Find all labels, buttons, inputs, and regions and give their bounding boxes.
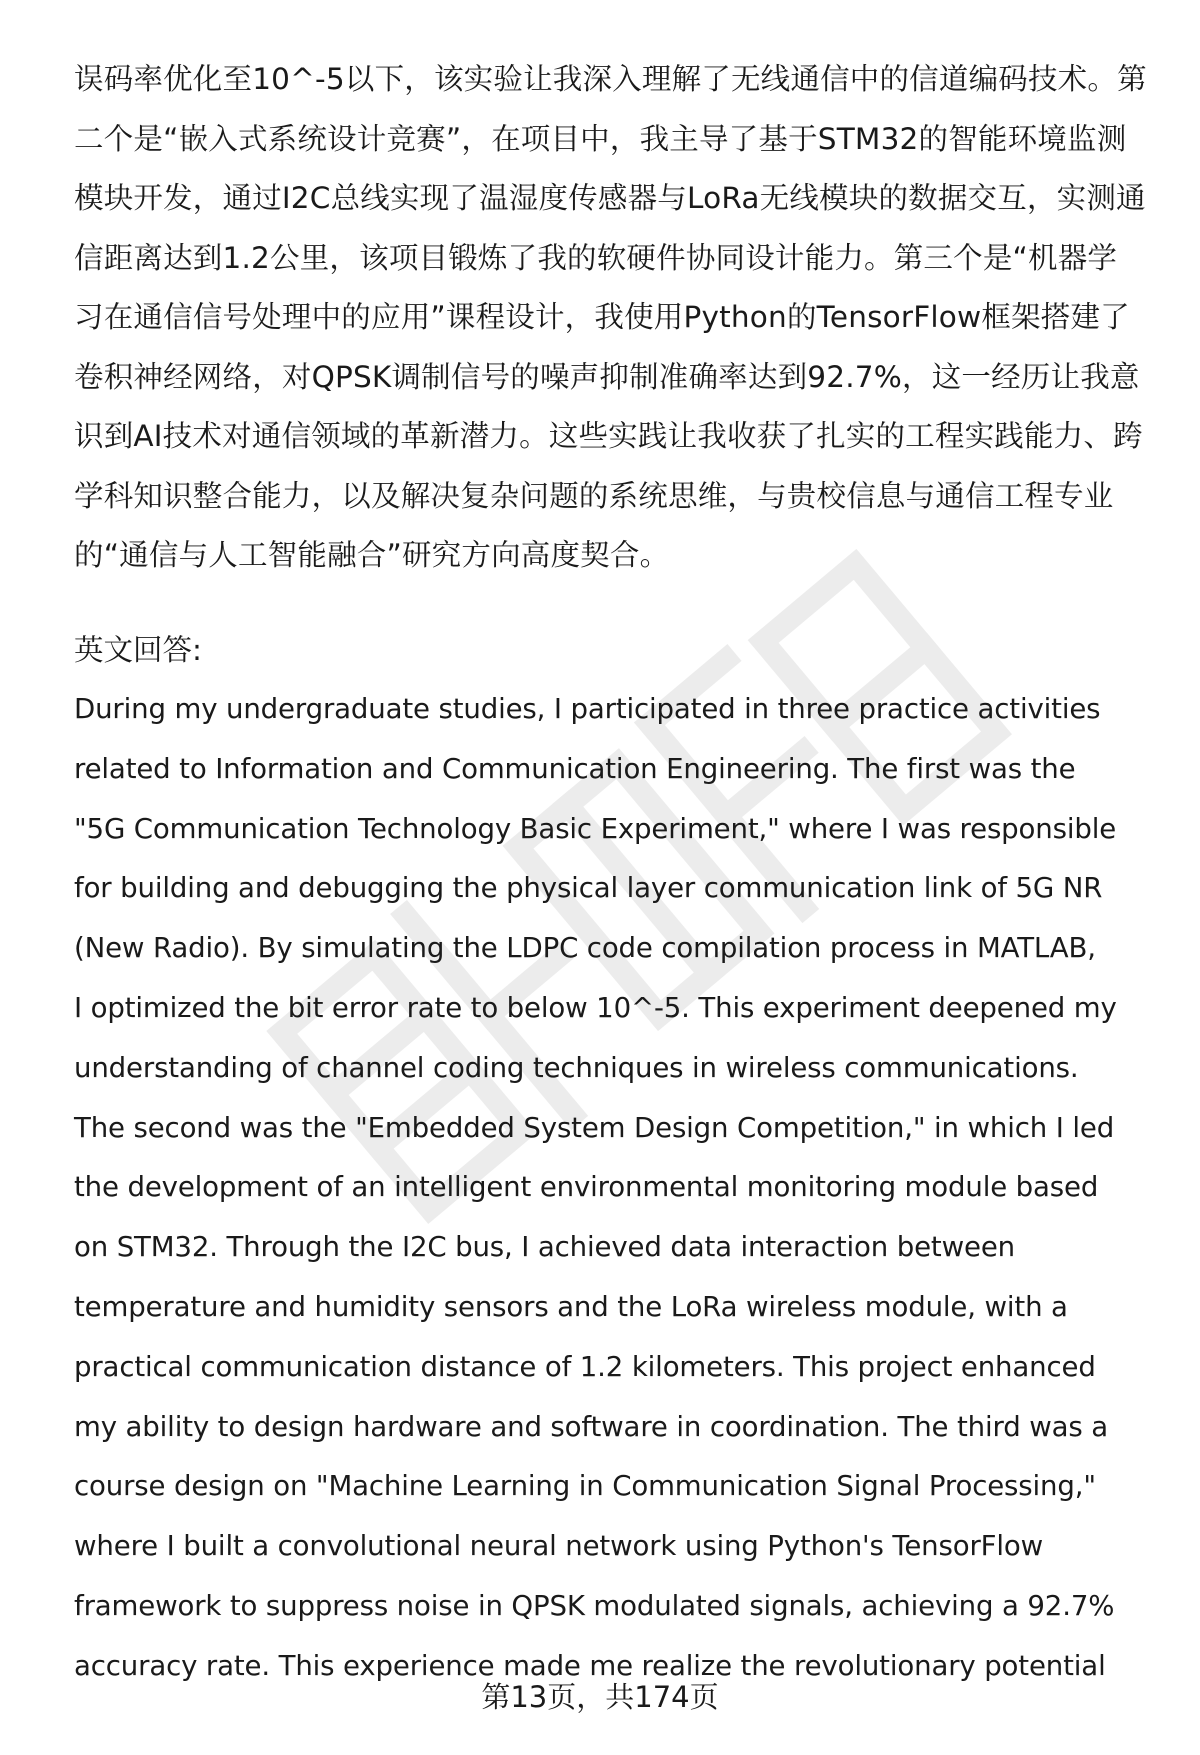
text-line: where I built a convolutional neural network using Python's TensorFlow — [74, 1529, 1044, 1563]
text-line: course design on "Machine Learning in Communication Signal Processing," — [74, 1469, 1096, 1503]
text-line: I optimized the bit error rate to below 10^-5. This experiment deepened my — [74, 990, 1117, 1024]
text-line: 习在通信信号处理中的应用”课程设计，我使用Python的TensorFlow框架搭建了 — [74, 300, 1130, 334]
text-line: practical communication distance of 1.2 kilometers. This project enhanced — [74, 1349, 1096, 1383]
text-line: (New Radio). By simulating the LDPC code compilation process in MATLAB, — [74, 931, 1096, 965]
text-line: "5G Communication Technology Basic Experiment," where I was responsible — [74, 811, 1117, 845]
text-line: 学科知识整合能力，以及解决复杂问题的系统思维，与贵校信息与通信工程专业 — [74, 478, 1114, 513]
text-line: The second was the "Embedded System Design Competition," in which I led — [74, 1110, 1115, 1144]
text-line: 误码率优化至10^-5以下，该实验让我深入理解了无线通信中的信道编码技术。第 — [74, 62, 1147, 96]
text-line: my ability to design hardware and software in coordination. The third was a — [74, 1409, 1108, 1443]
text-line: understanding of channel coding techniques in wireless communications. — [74, 1050, 1079, 1084]
text-line: 模块开发，通过I2C总线实现了温湿度传感器与LoRa无线模块的数据交互，实测通 — [74, 181, 1146, 215]
text-line: framework to suppress noise in QPSK modulated signals, achieving a 92.7% — [74, 1588, 1115, 1622]
text-line: for building and debugging the physical layer communication link of 5G NR — [74, 871, 1103, 905]
text-line: During my undergraduate studies, I participated in three practice activities — [74, 692, 1101, 725]
text-line: accuracy rate. This experience made me realize the revolutionary potential — [74, 1648, 1106, 1682]
text-line: 卷积神经网络，对QPSK调制信号的噪声抑制准确率达到92.7%，这一经历让我意 — [74, 359, 1140, 394]
text-line: temperature and humidity sensors and the LoRa wireless module, with a — [74, 1289, 1068, 1323]
page-number-footer: 第13页，共174页 — [481, 1680, 719, 1714]
text-line: 的“通信与人工智能融合”研究方向高度契合。 — [74, 538, 670, 572]
english-answer-paragraph — [74, 679, 1174, 1696]
text-line: 二个是“嵌入式系统设计竞赛”，在项目中，我主导了基于STM32的智能环境监测 — [74, 121, 1127, 156]
text-line: on STM32. Through the I2C bus, I achieved data interaction between — [74, 1230, 1015, 1264]
text-line: related to Information and Communication Engineering. The first was the — [74, 751, 1076, 785]
text-line: the development of an intelligent environmental monitoring module based — [74, 1170, 1099, 1204]
chinese-answer-paragraph — [74, 50, 1147, 586]
text-line: 信距离达到1.2公里，该项目锻炼了我的软硬件协同设计能力。第三个是“机器学 — [74, 240, 1118, 275]
english-answer-label: 英文回答: — [74, 633, 202, 667]
text-line: 识到AI技术对通信领域的革新潜力。这些实践让我收获了扎实的工程实践能力、跨 — [74, 419, 1143, 453]
